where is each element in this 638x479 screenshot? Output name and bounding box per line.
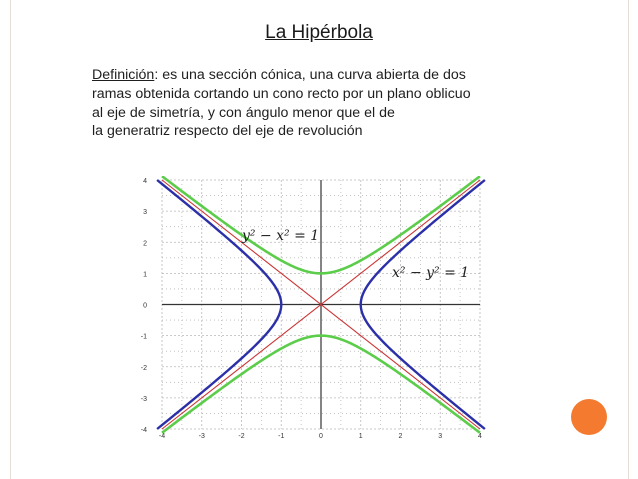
x-tick-label: -4 — [158, 433, 166, 438]
y-tick-label: 1 — [143, 271, 147, 279]
definition-line-3: al eje de simetría, y con ángulo menor que el de — [92, 104, 395, 121]
equation-label-horizontal: x² − y² = 1 — [392, 265, 470, 281]
y-tick-label: 3 — [143, 209, 147, 217]
x-tick-label: 1 — [358, 433, 363, 438]
equation-label-vertical: y² − x² = 1 — [242, 228, 320, 244]
y-tick-label: 2 — [143, 240, 147, 248]
definition-line-1 — [92, 66, 542, 85]
y-tick-label: -3 — [140, 395, 147, 403]
definition-paragraph — [92, 66, 542, 141]
x-tick-label: 0 — [319, 433, 323, 438]
x-tick-label: -3 — [198, 433, 205, 438]
definition-line-2: ramas obtenida cortando un cono recto por un plano oblicuo — [92, 85, 471, 102]
x-tick-label: 2 — [398, 433, 403, 438]
definition-line-4: la generatriz respecto del eje de revolución — [92, 123, 363, 140]
x-tick-label: 4 — [478, 433, 482, 438]
decorative-orange-circle — [571, 399, 607, 435]
y-tick-label: -2 — [140, 364, 147, 372]
y-tick-label: 4 — [143, 178, 147, 185]
slide-title: La Hipérbola — [265, 22, 373, 43]
definition-term: Definición — [92, 67, 155, 83]
hyperbola-graph — [122, 176, 487, 438]
graph-tick-labels — [141, 178, 482, 438]
x-tick-label: -1 — [278, 433, 285, 438]
x-tick-label: -2 — [238, 433, 245, 438]
y-tick-label: 0 — [143, 302, 147, 310]
definition-text-1: : es una sección cónica, una curva abierta de dos — [154, 67, 466, 83]
y-tick-label: -1 — [140, 333, 147, 341]
y-tick-label: -4 — [140, 427, 147, 434]
x-tick-label: 3 — [438, 433, 443, 438]
slide-frame-right — [628, 0, 629, 479]
slide-frame-left — [10, 0, 11, 479]
